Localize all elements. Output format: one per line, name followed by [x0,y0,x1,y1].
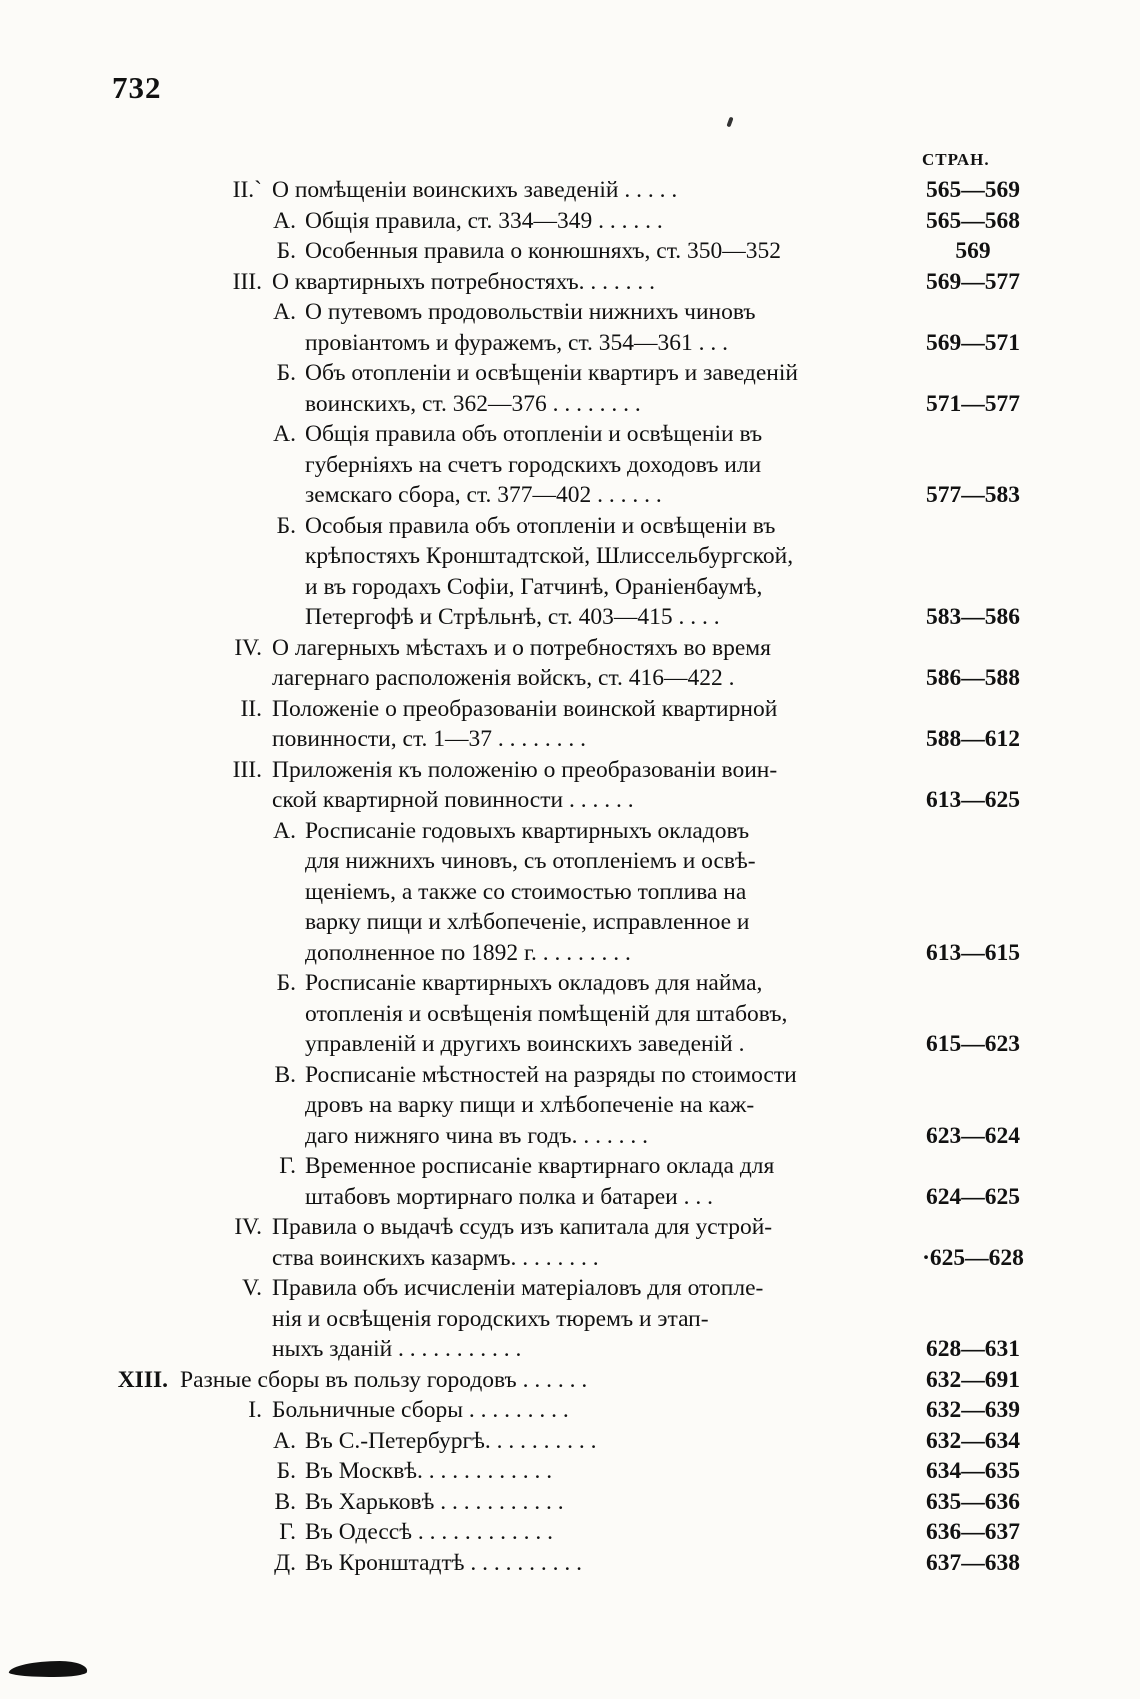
toc-line-text: и въ городахъ Софіи, Гатчинѣ, Ораніенбаумѣ, [305,573,763,600]
toc-line-pages: 613—615 [926,939,1020,966]
toc-line [0,787,1140,818]
toc-line-marker: А. [273,207,296,234]
toc-line [0,1245,1140,1276]
toc-line-text: воинскихъ, ст. 362—376 . . . . . . . . [305,390,641,417]
toc-line [0,543,1140,574]
toc-line [0,421,1140,452]
ink-smudge [7,1661,91,1677]
toc-line-text: Больничные сборы . . . . . . . . . [272,1397,569,1423]
toc-line-pages: 637—638 [926,1549,1020,1576]
toc-line-marker: Б. [276,238,296,264]
toc-line [0,269,1140,300]
toc-line [0,726,1140,757]
toc-line-marker: А. [273,1427,296,1454]
toc-line-marker: Д. [274,1549,296,1576]
toc-line [0,238,1140,269]
toc-line-marker: II.` [232,177,262,203]
toc-line [0,452,1140,483]
toc-line [0,848,1140,879]
toc-line-pages: 569 [955,238,991,264]
toc-line-text: дровъ на варку пищи и хлѣбопеченіе на каж- [305,1092,755,1118]
toc-line [0,1153,1140,1184]
toc-line-text: Особенныя правила о конюшняхъ, ст. 350—352 [305,238,781,264]
toc-line-text: Разные сборы въ пользу городовъ . . . . . . [180,1366,588,1393]
toc-line-marker: В. [274,1061,296,1088]
toc-line [0,1092,1140,1123]
toc-line [0,1062,1140,1093]
toc-line [0,391,1140,422]
toc-line-text: ства воинскихъ казармъ. . . . . . . . [272,1244,599,1271]
toc-line-marker: V. [242,1275,262,1301]
toc-line [0,1489,1140,1520]
toc-line-marker: Г. [279,1519,296,1545]
toc-line-pages: 615—623 [926,1031,1020,1057]
toc-line-text: Росписаніе квартирныхъ окладовъ для найма, [305,970,763,996]
toc-line-marker: III. [232,268,262,295]
toc-line [0,1397,1140,1428]
toc-line [0,513,1140,544]
toc-line-text: Въ С.-Петербургѣ. . . . . . . . . . [305,1427,597,1454]
toc-line-text: щеніемъ, а также со стоимостью топлива на [305,878,747,905]
toc-line-text: управленій и другихъ воинскихъ заведеній . [305,1031,745,1057]
toc-line-text: штабовъ мортирнаго полка и батареи . . . [305,1183,714,1210]
toc-line-pages: 632—634 [926,1427,1020,1454]
toc-line-text: О путевомъ продовольствіи нижнихъ чиновъ [305,299,756,325]
toc-line-pages: 632—691 [926,1366,1020,1393]
toc-line-marker: Б. [276,360,296,386]
toc-line-pages: 571—577 [926,390,1020,417]
toc-line-text: Въ Одессѣ . . . . . . . . . . . . [305,1519,553,1545]
toc-line-text: ныхъ зданій . . . . . . . . . . . [272,1336,522,1362]
toc-line-text: Общія правила, ст. 334—349 . . . . . . [305,207,663,234]
toc-line-marker: Б. [276,512,296,539]
toc-line-pages: 569—571 [926,329,1020,356]
toc-line-marker: IV. [234,634,262,661]
toc-line [0,177,1140,208]
toc-line-pages: 632—639 [926,1397,1020,1423]
toc-line-pages: 613—625 [926,787,1020,813]
toc-line-text: земскаго сбора, ст. 377—402 . . . . . . [305,482,662,508]
toc-line [0,330,1140,361]
toc-line-pages: 588—612 [926,726,1020,752]
toc-line-pages: 634—635 [926,1458,1020,1484]
toc-line [0,604,1140,635]
toc-line-pages: 623—624 [926,1122,1020,1149]
toc-line [0,1519,1140,1550]
toc-line-text: Въ Кронштадтѣ . . . . . . . . . . [305,1549,583,1576]
toc-line-text: варку пищи и хлѣбопеченіе, исправленное и [305,909,750,935]
toc-line-marker: Б. [276,1458,296,1484]
toc-line [0,1031,1140,1062]
toc-line-pages: 624—625 [926,1183,1020,1210]
toc-line-text: Объ отопленіи и освѣщеніи квартиръ и заведеній [305,360,798,386]
toc-line [0,635,1140,666]
toc-line [0,665,1140,696]
toc-line-marker: А. [273,299,296,325]
toc-line-text: Приложенія къ положенію о преобразованіи воин- [272,756,778,783]
toc-line-pages: 565—569 [926,177,1020,203]
toc-line-pages: 565—568 [926,207,1020,234]
toc-line [0,757,1140,788]
toc-line [0,482,1140,513]
toc-line-text: Росписаніе годовыхъ квартирныхъ окладовъ [305,817,750,844]
toc-line [0,574,1140,605]
toc-line-text: Въ Харьковѣ . . . . . . . . . . . [305,1488,564,1515]
toc-line-text: провіантомъ и фуражемъ, ст. 354—361 . . . [305,329,728,356]
toc-line-pages: 586—588 [926,665,1020,691]
toc-line-marker: III. [232,756,262,783]
toc-line-text: повинности, ст. 1—37 . . . . . . . . [272,726,586,752]
toc-line-marker: Б. [276,970,296,996]
toc-line [0,970,1140,1001]
toc-line-text: О квартирныхъ потребностяхъ. . . . . . . [272,268,655,295]
toc-line-text: Правила о выдачѣ ссудъ изъ капитала для устрой- [272,1214,773,1240]
toc-line [0,360,1140,391]
toc-line-marker: XIII. [117,1366,168,1393]
toc-line [0,1336,1140,1367]
toc-line [0,818,1140,849]
toc-line [0,696,1140,727]
toc-line-pages: 636—637 [926,1519,1020,1545]
toc-line-pages: ·625—628 [922,1244,1024,1271]
toc-line-text: Временное росписаніе квартирнаго оклада для [305,1153,775,1179]
toc-line [0,940,1140,971]
toc-line-pages: 577—583 [926,482,1020,508]
print-mark [726,117,733,128]
toc-line [0,1550,1140,1581]
toc-line [0,1275,1140,1306]
toc-line-text: дополненное по 1892 г. . . . . . . . . [305,939,631,966]
toc-line-text: нія и освѣщенія городскихъ тюремъ и этап- [272,1305,709,1332]
toc-line-marker: IV. [234,1214,262,1240]
toc-line-pages: 583—586 [926,604,1020,630]
toc-line-text: Петергофѣ и Стрѣльнѣ, ст. 403—415 . . . . [305,604,720,630]
toc-line [0,1123,1140,1154]
toc-line-text: О помѣщеніи воинскихъ заведеній . . . . . [272,177,678,203]
toc-line [0,1214,1140,1245]
toc-line [0,1367,1140,1398]
toc-line-pages: 635—636 [926,1488,1020,1515]
toc-line-text: ской квартирной повинности . . . . . . [272,787,634,813]
toc-line-text: Особыя правила объ отопленіи и освѣщеніи въ [305,512,776,539]
table-of-contents [0,177,1140,1580]
page-number: 732 [112,70,162,105]
toc-line [0,879,1140,910]
toc-line-text: Положеніе о преобразованіи воинской квартирной [272,695,778,722]
toc-line [0,1184,1140,1215]
toc-line-text: отопленія и освѣщенія помѣщеній для штабовъ, [305,1000,788,1027]
toc-line-pages: 569—577 [926,268,1020,295]
toc-line [0,1306,1140,1337]
toc-line-marker: В. [274,1488,296,1515]
toc-line-text: даго нижняго чина въ годъ. . . . . . . [305,1122,648,1149]
toc-line-marker: II. [240,695,262,722]
toc-line [0,1458,1140,1489]
toc-line [0,1001,1140,1032]
pages-column-header: СТРАН. [922,150,990,169]
toc-line-text: крѣпостяхъ Кронштадтской, Шлиссельбургской, [305,543,794,569]
toc-line [0,1428,1140,1459]
toc-line-text: Правила объ исчисленіи матеріаловъ для отопле- [272,1275,764,1301]
toc-line [0,208,1140,239]
toc-line-marker: Г. [279,1153,296,1179]
toc-line-text: для нижнихъ чиновъ, съ отопленіемъ и освѣ- [305,848,756,874]
toc-line-text: Въ Москвѣ. . . . . . . . . . . . [305,1458,553,1484]
toc-line-text: губерніяхъ на счетъ городскихъ доходовъ или [305,451,762,478]
toc-line [0,299,1140,330]
toc-line-marker: А. [273,817,296,844]
toc-line-marker: I. [248,1397,262,1423]
toc-line-text: О лагерныхъ мѣстахъ и о потребностяхъ во время [272,634,771,661]
toc-line-pages: 628—631 [926,1336,1020,1362]
toc-line-text: лагернаго расположенія войскъ, ст. 416—422 . [272,665,735,691]
toc-line-text: Общія правила объ отопленіи и освѣщеніи въ [305,421,763,447]
toc-line-marker: А. [273,421,296,447]
toc-line [0,909,1140,940]
toc-line-text: Росписаніе мѣстностей на разряды по стоимости [305,1061,797,1088]
